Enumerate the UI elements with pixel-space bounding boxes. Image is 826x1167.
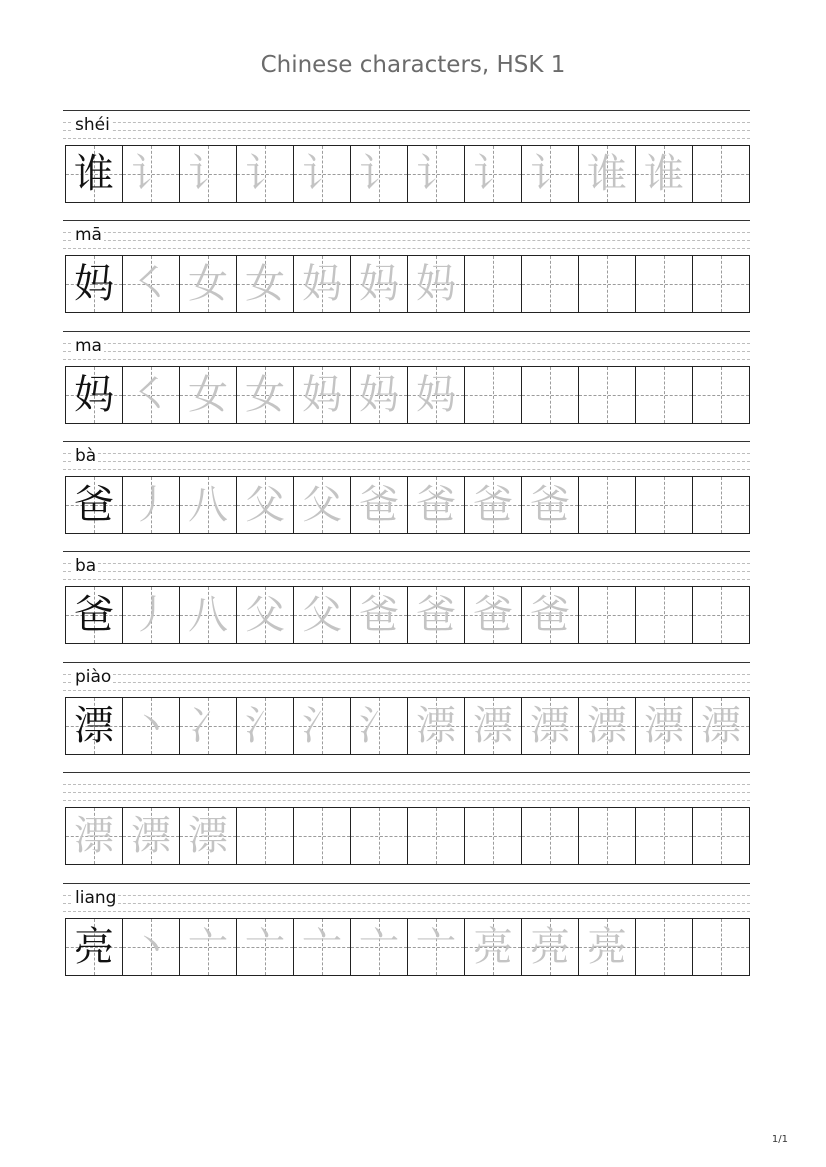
page-title: Chinese characters, HSK 1 [260,52,566,78]
guide-line [63,784,750,785]
grid-cell[interactable] [693,146,750,202]
guide-line [63,469,750,470]
trace-character: 丶 [131,703,171,749]
grid-cell[interactable] [636,698,693,754]
grid-cell[interactable] [465,808,522,864]
grid-cell[interactable] [237,698,294,754]
grid-cell[interactable] [123,477,180,533]
guide-line [63,563,750,564]
model-character: 妈 [74,372,114,418]
grid-cell[interactable] [351,146,408,202]
trace-character: 丶 [131,924,171,970]
trace-character: 亮 [473,924,513,970]
grid-cell[interactable] [408,698,465,754]
grid-cell[interactable] [237,587,294,643]
trace-character: 爸 [359,482,399,528]
grid-cell[interactable] [180,808,237,864]
trace-character: 女 [188,372,228,418]
trace-character: 爸 [473,592,513,638]
guide-line [63,903,750,904]
pinyin-label: shéi [75,115,110,135]
grid-cell[interactable] [408,256,465,312]
trace-character: 妈 [359,372,399,418]
grid-cell[interactable] [123,698,180,754]
grid-cell[interactable] [66,808,123,864]
guide-line [63,883,750,884]
grid-cell[interactable] [579,919,636,975]
trace-character: 讠 [416,151,456,197]
trace-character: 讠 [473,151,513,197]
trace-character: 讠 [245,151,285,197]
guide-line [63,674,750,675]
tian-grid [65,586,750,644]
grid-cell[interactable] [522,477,579,533]
trace-character: 父 [302,592,342,638]
grid-cell[interactable] [294,808,351,864]
grid-cell[interactable] [351,587,408,643]
trace-character: 女 [188,261,228,307]
grid-cell[interactable] [693,367,750,423]
grid-cell[interactable] [294,146,351,202]
grid-cell[interactable] [636,808,693,864]
grid-cell[interactable] [522,919,579,975]
grid-cell[interactable] [123,587,180,643]
grid-cell[interactable] [294,367,351,423]
trace-character: 氵 [245,703,285,749]
grid-cell[interactable] [636,919,693,975]
tian-grid [65,476,750,534]
guide-line [63,441,750,442]
tian-grid [65,697,750,755]
grid-cell[interactable] [180,919,237,975]
grid-cell[interactable] [180,367,237,423]
pinyin-label: bà [75,446,97,466]
grid-cell[interactable] [66,919,123,975]
grid-cell[interactable] [693,256,750,312]
grid-cell[interactable] [693,477,750,533]
practice-row [63,110,750,220]
trace-character: 亠 [359,924,399,970]
grid-cell[interactable] [465,477,522,533]
pinyin-label: liang [75,888,117,908]
trace-character: 漂 [644,703,684,749]
grid-cell[interactable] [465,919,522,975]
grid-cell[interactable] [579,587,636,643]
grid-cell[interactable] [351,808,408,864]
grid-cell[interactable] [237,477,294,533]
trace-character: 妈 [302,372,342,418]
grid-cell[interactable] [351,256,408,312]
trace-character: 冫 [188,703,228,749]
grid-cell[interactable] [693,808,750,864]
guide-line [63,571,750,572]
grid-cell[interactable] [408,367,465,423]
grid-cell[interactable] [180,698,237,754]
trace-character: 女 [245,372,285,418]
grid-cell[interactable] [123,919,180,975]
grid-cell[interactable] [465,587,522,643]
grid-cell[interactable] [408,808,465,864]
grid-cell[interactable] [522,146,579,202]
grid-cell[interactable] [123,808,180,864]
grid-cell[interactable] [351,367,408,423]
trace-character: 漂 [701,703,741,749]
trace-character: 氵 [302,703,342,749]
grid-cell[interactable] [465,367,522,423]
grid-cell[interactable] [636,256,693,312]
trace-character: 八 [188,482,228,528]
trace-character: 亠 [188,924,228,970]
guide-line [63,551,750,552]
trace-character: 爸 [530,482,570,528]
trace-character: 亮 [587,924,627,970]
grid-cell[interactable] [522,808,579,864]
grid-cell[interactable] [408,146,465,202]
guide-line [63,331,750,332]
grid-cell[interactable] [636,146,693,202]
grid-cell[interactable] [237,146,294,202]
trace-character: 八 [188,592,228,638]
grid-cell[interactable] [294,698,351,754]
grid-cell[interactable] [66,698,123,754]
grid-cell[interactable] [522,256,579,312]
grid-cell[interactable] [579,698,636,754]
trace-character: 爸 [416,592,456,638]
guide-line [63,220,750,221]
trace-character: 漂 [131,813,171,859]
grid-cell[interactable] [66,367,123,423]
trace-character: 爸 [416,482,456,528]
pinyin-label: ma [75,336,102,356]
grid-cell[interactable] [465,698,522,754]
grid-cell[interactable] [351,477,408,533]
trace-character: 妈 [416,261,456,307]
guide-line [63,911,750,912]
practice-row [63,772,750,882]
grid-cell[interactable] [579,146,636,202]
grid-cell[interactable] [66,146,123,202]
trace-character: 谁 [644,151,684,197]
trace-character: 妈 [359,261,399,307]
trace-character: 讠 [530,151,570,197]
trace-character: 讠 [131,151,171,197]
grid-cell[interactable] [237,919,294,975]
grid-cell[interactable] [579,367,636,423]
practice-row [63,662,750,772]
guide-line [63,690,750,691]
guide-line [63,248,750,249]
guide-line [63,800,750,801]
guide-line [63,792,750,793]
practice-row [63,331,750,441]
guide-line [63,461,750,462]
guide-line [63,110,750,111]
trace-character: 亠 [416,924,456,970]
pinyin-label: ba [75,556,97,576]
grid-cell[interactable] [522,367,579,423]
tian-grid [65,145,750,203]
trace-character: 氵 [359,703,399,749]
model-character: 亮 [74,924,114,970]
tian-grid [65,255,750,313]
grid-cell[interactable] [579,477,636,533]
model-character: 漂 [74,703,114,749]
trace-character: ㇛ [131,261,171,307]
model-character: 谁 [74,151,114,197]
practice-row [63,551,750,661]
grid-cell[interactable] [237,256,294,312]
trace-character: 父 [245,592,285,638]
trace-character: 爸 [473,482,513,528]
grid-cell[interactable] [294,587,351,643]
trace-character: 妈 [302,261,342,307]
trace-character: 女 [245,261,285,307]
grid-cell[interactable] [465,146,522,202]
grid-cell[interactable] [180,256,237,312]
tian-grid [65,918,750,976]
trace-character: 讠 [359,151,399,197]
tian-grid [65,366,750,424]
pinyin-label: mā [75,225,102,245]
guide-line [63,453,750,454]
grid-cell[interactable] [351,698,408,754]
guide-line [63,772,750,773]
trace-character: 妈 [416,372,456,418]
grid-cell[interactable] [123,146,180,202]
guide-line [63,351,750,352]
pinyin-label: piào [75,667,112,687]
grid-cell[interactable] [66,477,123,533]
guide-line [63,895,750,896]
grid-cell[interactable] [579,256,636,312]
trace-character: 漂 [530,703,570,749]
grid-cell[interactable] [180,587,237,643]
trace-character: 亠 [245,924,285,970]
model-character: 爸 [74,482,114,528]
trace-character: 讠 [302,151,342,197]
trace-character: 漂 [74,813,114,859]
trace-character: 父 [245,482,285,528]
trace-character: 谁 [587,151,627,197]
trace-character: 爸 [359,592,399,638]
grid-cell[interactable] [693,698,750,754]
guide-line [63,662,750,663]
grid-cell[interactable] [123,256,180,312]
trace-character: 丿 [131,482,171,528]
grid-cell[interactable] [123,367,180,423]
trace-character: 父 [302,482,342,528]
grid-cell[interactable] [294,256,351,312]
grid-cell[interactable] [180,477,237,533]
trace-character: 漂 [416,703,456,749]
practice-row [63,883,750,993]
guide-line [63,359,750,360]
grid-cell[interactable] [465,256,522,312]
practice-row [63,220,750,330]
grid-cell[interactable] [408,587,465,643]
trace-character: ㇛ [131,372,171,418]
guide-line [63,122,750,123]
trace-character: 亠 [302,924,342,970]
grid-cell[interactable] [522,587,579,643]
grid-cell[interactable] [237,367,294,423]
grid-cell[interactable] [351,919,408,975]
grid-cell[interactable] [408,477,465,533]
guide-line [63,232,750,233]
trace-character: 漂 [587,703,627,749]
model-character: 妈 [74,261,114,307]
grid-cell[interactable] [579,808,636,864]
grid-cell[interactable] [522,698,579,754]
trace-character: 亮 [530,924,570,970]
guide-line [63,682,750,683]
guide-line [63,579,750,580]
model-character: 爸 [74,592,114,638]
grid-cell[interactable] [636,587,693,643]
grid-cell[interactable] [66,587,123,643]
guide-line [63,138,750,139]
page-number: 1/1 [771,1134,788,1145]
trace-character: 漂 [188,813,228,859]
grid-cell[interactable] [180,146,237,202]
grid-cell[interactable] [636,367,693,423]
grid-cell[interactable] [294,477,351,533]
tian-grid [65,807,750,865]
grid-cell[interactable] [408,919,465,975]
guide-line [63,240,750,241]
grid-cell[interactable] [693,919,750,975]
grid-cell[interactable] [636,477,693,533]
practice-row [63,441,750,551]
trace-character: 爸 [530,592,570,638]
grid-cell[interactable] [294,919,351,975]
guide-line [63,130,750,131]
grid-cell[interactable] [693,587,750,643]
guide-line [63,343,750,344]
trace-character: 讠 [188,151,228,197]
grid-cell[interactable] [66,256,123,312]
grid-cell[interactable] [237,808,294,864]
trace-character: 漂 [473,703,513,749]
trace-character: 丿 [131,592,171,638]
